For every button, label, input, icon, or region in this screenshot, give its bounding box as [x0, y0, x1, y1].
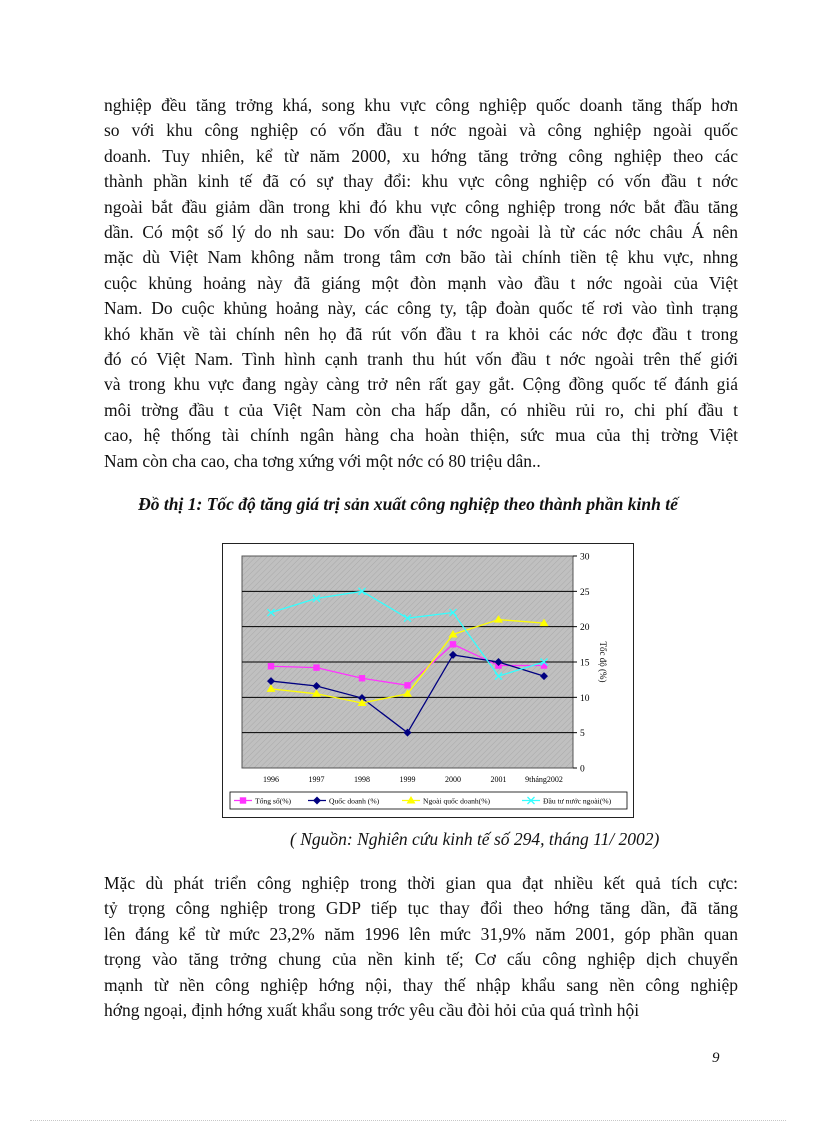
- page-bottom-divider: [30, 1120, 786, 1121]
- chart-container: [222, 543, 634, 818]
- data-point: [313, 664, 319, 670]
- y-axis-label: Tốc độ (%): [598, 641, 608, 683]
- text-line: hớng ngoại, định hớng xuất khẩu song trớc yêu cầu đòi hỏi của quá trình hội: [104, 1000, 640, 1021]
- data-point: [404, 682, 410, 688]
- y-tick-label: 20: [580, 623, 590, 634]
- text-line: ngoài bắt đầu giảm dần trong khi đó khu vực công nghiệp trong nớc bắt đầu tăng: [104, 196, 738, 217]
- text-line: Nam. Do cuộc khủng hoảng này, các công ty, tập đoàn quốc tế rơi vào tình trạng: [104, 298, 738, 319]
- x-tick-label: 2001: [490, 775, 507, 784]
- text-line: cao, hệ thống tài chính ngân hàng cha hoàn thiện, sức mua của thị trờng Việt: [104, 425, 738, 446]
- text-line: doanh. Tuy nhiên, kể từ năm 2000, xu hớng tăng trởng công nghiệp theo các: [104, 145, 738, 166]
- text-line: và trong khu vực đang ngày càng trở nên rất gay gắt. Cộng đồng quốc tế đánh giá: [104, 374, 738, 395]
- legend-marker: [240, 797, 246, 803]
- y-tick-label: 10: [580, 693, 590, 704]
- page-number: 9: [712, 1050, 720, 1066]
- legend-label: Đầu tư nước ngoài(%): [543, 796, 612, 806]
- legend-label: Ngoài quốc doanh(%): [423, 796, 491, 806]
- data-point: [359, 675, 365, 681]
- x-tick-label: 1997: [308, 775, 325, 784]
- text-line: mạnh từ nền công nghiệp hớng nội, thay thế nhập khẩu sang nền công nghiệp: [104, 974, 738, 995]
- y-tick-label: 0: [580, 764, 585, 775]
- x-tick-label: 1998: [354, 775, 370, 784]
- x-tick-label: 9tháng2002: [525, 775, 563, 784]
- text-line: cuộc khủng hoảng này đã giáng một đòn mạnh vào đầu t nớc ngoài của Việt: [104, 272, 738, 293]
- text-line: nghiệp đều tăng trởng khá, song khu vực công nghiệp quốc doanh tăng thấp hơn: [104, 95, 738, 115]
- industrial-growth-line-chart: [223, 544, 633, 817]
- y-tick-label: 5: [580, 729, 585, 740]
- legend-label: Quốc doanh (%): [329, 796, 380, 806]
- y-tick-label: 15: [580, 658, 590, 669]
- body-paragraph-2: [104, 871, 738, 1023]
- x-tick-label: 2000: [445, 775, 461, 784]
- body-paragraph-1: [104, 93, 738, 474]
- text-line: môi trờng đầu t của Việt Nam còn cha hấp dẫn, có nhiều rủi ro, chi phí đầu t: [104, 399, 738, 420]
- text-line: trọng vào tăng trởng chung của nền kinh tế; Cơ cấu công nghiệp dịch chuyển: [104, 949, 738, 970]
- text-line: dần. Có một số lý do nh sau: Do vốn đầu t nớc ngoài là từ các nớc châu Á nên: [104, 222, 738, 243]
- chart-caption: Đồ thị 1: Tốc độ tăng giá trị sản xuất công nghiệp theo thành phần kinh tế: [138, 494, 678, 514]
- legend-label: Tổng số(%): [255, 796, 292, 806]
- x-tick-label: 1996: [263, 775, 279, 784]
- text-line: khó khăn về tài chính nên họ đã rút vốn đầu t ra khỏi các nớc đợc đầu t trong: [104, 323, 738, 344]
- text-line: lên đáng kể từ mức 23,2% năm 1996 lên mức 31,9% năm 2001, góp phần quan: [104, 923, 738, 944]
- data-point: [450, 641, 456, 647]
- text-line: mặc dù Việt Nam không nằm trong tâm cơn bão tài chính tiền tệ khu vực, nhng: [104, 247, 738, 268]
- text-line: đó có Việt Nam. Tình hình cạnh tranh thu hút vốn đầu t nớc ngoài trên thế giới: [104, 349, 738, 370]
- text-line: thành phần kinh tế đã có sự thay đổi: khu vực công nghiệp có vốn đầu t nớc: [104, 171, 738, 192]
- y-tick-label: 25: [580, 587, 590, 598]
- text-line: tỷ trọng công nghiệp trong GDP tiếp tục thay đổi theo hớng tăng dần, đã tăng: [104, 898, 738, 919]
- x-tick-label: 1999: [399, 775, 416, 784]
- data-point: [268, 663, 274, 669]
- text-line: so với khu công nghiệp có vốn đầu t nớc ngoài và công nghiệp ngoài quốc: [104, 120, 738, 141]
- text-line: Nam còn cha cao, cha tơng xứng với một nớc có 80 triệu dân..: [104, 450, 541, 471]
- y-tick-label: 30: [580, 552, 590, 563]
- source-note: ( Nguồn: Nghiên cứu kinh tế số 294, tháng 11/ 2002): [290, 829, 660, 849]
- text-line: Mặc dù phát triển công nghiệp trong thời gian qua đạt nhiều kết quả tích cực:: [104, 873, 738, 893]
